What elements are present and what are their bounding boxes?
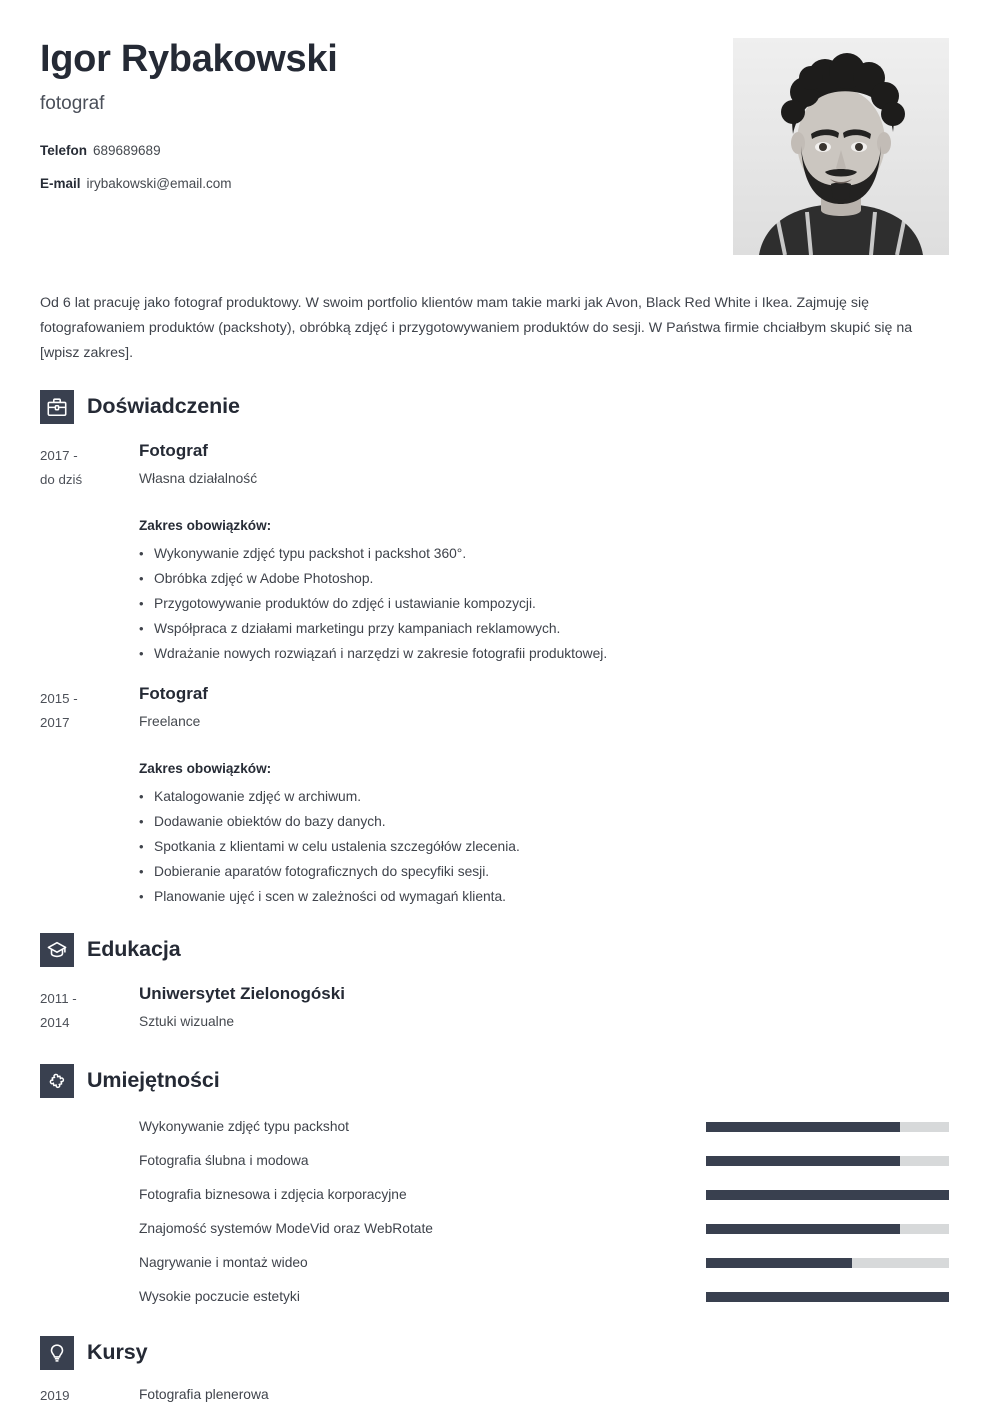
duty-item: • Planowanie ujęć i scen w zależności od wymagań klienta. <box>139 884 949 909</box>
cv-header <box>0 0 990 255</box>
entry-details <box>139 441 949 666</box>
skill-level-bar <box>706 1292 949 1302</box>
skill-row <box>40 1212 949 1246</box>
skill-level-fill <box>706 1292 949 1302</box>
duties-label: Zakres obowiązków: <box>139 517 272 533</box>
avatar <box>733 38 949 255</box>
course-date: 2019 <box>40 1387 70 1403</box>
duty-item: • Współpraca z działami marketingu przy kampaniach reklamowych. <box>139 616 949 641</box>
entry-date-from: 2015 - <box>40 690 78 706</box>
skill-level-bar <box>706 1258 949 1268</box>
entry-date-to: 2014 <box>40 1014 70 1030</box>
skill-label: Nagrywanie i montaż wideo <box>139 1254 308 1270</box>
skill-label: Wykonywanie zdjęć typu packshot <box>139 1118 349 1134</box>
entry-company: Freelance <box>139 714 201 730</box>
skill-level-fill <box>706 1122 900 1132</box>
duty-item: • Spotkania z klientami w celu ustalenia szczegółów zlecenia. <box>139 834 949 859</box>
duty-item: • Dodawanie obiektów do bazy danych. <box>139 809 949 834</box>
skill-label: Znajomość systemów ModeVid oraz WebRotate <box>139 1220 433 1236</box>
skills-list <box>40 1110 949 1314</box>
graduation-cap-icon <box>40 933 74 967</box>
puzzle-piece-icon <box>40 1064 74 1098</box>
entry-date-from: 2017 - <box>40 448 78 463</box>
professional-summary: Od 6 lat pracuję jako fotograf produktowy. W swoim portfolio klientów mam takie marki jak Avon, Black Red White i Ikea. Zajmuję się fotografowaniem produktów (packshoty), obróbką zdjęć i przygotowywaniem produktów do sesji. W Państwa firmie chciałbym skupić się na [wpisz zakres]. <box>40 295 913 361</box>
entry-company: Własna działalność <box>139 471 258 487</box>
contact-row-phone <box>40 143 733 159</box>
briefcase-icon <box>40 390 74 424</box>
entry-date-range <box>40 684 139 735</box>
skill-level-fill <box>706 1156 900 1166</box>
duty-item: • Przygotowywanie produktów do zdjęć i ustawianie kompozycji. <box>139 591 949 616</box>
page-title: Igor Rybakowski <box>40 38 338 80</box>
section-experience <box>0 390 990 909</box>
section-courses <box>0 1336 990 1404</box>
section-title-education: Edukacja <box>87 937 181 962</box>
duty-item: • Wdrażanie nowych rozwiązań i narzędzi w zakresie fotografii produktowej. <box>139 641 949 666</box>
duty-item: • Obróbka zdjęć w Adobe Photoshop. <box>139 566 949 591</box>
job-title: fotograf <box>40 92 105 114</box>
skill-label: Fotografia biznesowa i zdjęcia korporacyjne <box>139 1186 407 1202</box>
skill-label: Fotografia ślubna i modowa <box>139 1152 309 1168</box>
skill-level-bar <box>706 1156 949 1166</box>
education-entry <box>40 984 949 1035</box>
skill-row <box>40 1246 949 1280</box>
contact-value-email: irybakowski@email.com <box>86 175 232 191</box>
contact-label-email: E-mail <box>40 175 81 191</box>
section-education <box>0 933 990 1035</box>
duties-list <box>139 541 949 666</box>
header-text-block <box>40 38 733 209</box>
skill-level-bar <box>706 1190 949 1200</box>
section-title-experience: Doświadczenie <box>87 394 240 419</box>
section-skills <box>0 1064 990 1314</box>
entry-details <box>139 984 949 1031</box>
entry-date-from: 2011 - <box>40 990 77 1006</box>
skill-label: Wysokie poczucie estetyki <box>139 1288 300 1304</box>
entry-job-title: Fotograf <box>139 683 208 703</box>
duty-item: • Katalogowanie zdjęć w archiwum. <box>139 784 949 809</box>
skill-level-bar <box>706 1224 949 1234</box>
skill-level-bar <box>706 1122 949 1132</box>
duties-list <box>139 784 949 909</box>
section-title-courses: Kursy <box>87 1340 148 1365</box>
section-header-experience <box>40 390 949 424</box>
lightbulb-icon <box>40 1336 74 1370</box>
entry-details <box>139 684 949 909</box>
duties-label: Zakres obowiązków: <box>139 760 272 776</box>
entry-date-to: 2017 <box>40 714 70 730</box>
contact-row-email <box>40 176 733 192</box>
skill-row <box>40 1178 949 1212</box>
entry-job-title: Fotograf <box>139 441 208 460</box>
portrait-photo-icon <box>733 38 949 255</box>
skill-row <box>40 1144 949 1178</box>
duty-item: • Wykonywanie zdjęć typu packshot i packshot 360°. <box>139 541 949 566</box>
skill-level-fill <box>706 1224 900 1234</box>
section-title-skills: Umiejętności <box>87 1068 220 1093</box>
course-name: Fotografia plenerowa <box>139 1386 269 1402</box>
experience-entry <box>40 441 949 666</box>
contact-label-phone: Telefon <box>40 142 87 158</box>
contact-value-phone: 689689689 <box>93 142 161 158</box>
duty-item: • Dobieranie aparatów fotograficznych do specyfiki sesji. <box>139 859 949 884</box>
skill-level-fill <box>706 1258 852 1268</box>
entry-date-range <box>40 441 139 492</box>
entry-school: Uniwersytet Zielonogóski <box>139 983 345 1003</box>
skill-row <box>40 1110 949 1144</box>
section-header-courses <box>40 1336 949 1370</box>
entry-date-range <box>40 984 139 1035</box>
skill-row <box>40 1280 949 1314</box>
entry-field-of-study: Sztuki wizualne <box>139 1014 235 1030</box>
section-header-education <box>40 933 949 967</box>
skill-level-fill <box>706 1190 949 1200</box>
section-header-skills <box>40 1064 949 1098</box>
course-entry <box>40 1386 949 1404</box>
entry-date-to: do dziś <box>40 472 83 487</box>
experience-entry <box>40 684 949 909</box>
